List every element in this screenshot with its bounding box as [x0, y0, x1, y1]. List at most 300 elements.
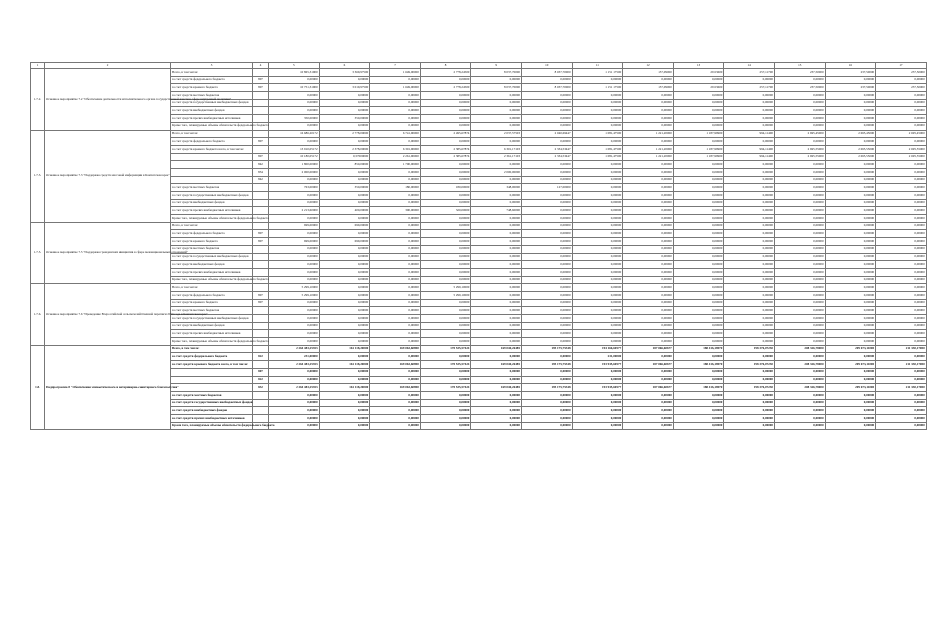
amount-cell: 0,00000 — [876, 92, 927, 100]
amount-cell: 0,00000 — [673, 115, 724, 123]
funding-source-label: за счет средств государственных внебюджетных фондов — [171, 399, 253, 407]
amount-cell: 0,00000 — [319, 168, 370, 176]
amount-cell: 0,00000 — [774, 176, 825, 184]
amount-cell: 0,00000 — [521, 368, 572, 376]
amount-cell: 0,00000 — [370, 115, 421, 123]
amount-cell: 0,00000 — [724, 122, 775, 130]
amount-cell: 0,00000 — [370, 253, 421, 261]
budget-code: 807 — [253, 299, 269, 307]
amount-cell: 0,00000 — [876, 168, 927, 176]
amount-cell: 0,00000 — [370, 414, 421, 422]
section-description: Основное мероприятие 7.5 "Поддержка гражданских инициатив в сфере межнациональных отношений" — [45, 222, 171, 284]
amount-cell: 0,00000 — [774, 107, 825, 115]
amount-cell: 0,00000 — [319, 414, 370, 422]
amount-cell: 0,00000 — [623, 238, 674, 246]
amount-cell: 0,00000 — [724, 230, 775, 238]
budget-code — [253, 130, 269, 138]
table-row — [31, 130, 927, 138]
amount-cell: 0,00000 — [420, 76, 471, 84]
amount-cell: 0,00000 — [623, 307, 674, 315]
amount-cell: 0,00000 — [471, 414, 522, 422]
amount-cell: 350,00000 — [319, 184, 370, 192]
amount-cell: 0,00000 — [370, 222, 421, 230]
amount-cell: 195 175,75348 — [521, 361, 572, 369]
amount-cell: 0,00000 — [825, 76, 876, 84]
amount-cell: 400,00000 — [319, 207, 370, 215]
amount-cell: 0,00000 — [774, 407, 825, 415]
amount-cell: 0,00000 — [724, 338, 775, 346]
funding-source-label: Кроме того, планируемые объемы обязательств федерального бюджета — [171, 215, 253, 223]
amount-cell: 8 037,70000 — [471, 69, 522, 77]
amount-cell: 0,00000 — [623, 245, 674, 253]
amount-cell: 0,00000 — [370, 284, 421, 292]
amount-cell: 0,00000 — [774, 315, 825, 323]
budget-code — [253, 399, 269, 407]
amount-cell: 0,00000 — [521, 276, 572, 284]
amount-cell: 0,00000 — [370, 307, 421, 315]
amount-cell: 0,00000 — [572, 122, 623, 130]
funding-source-label: за счет средств внебюджетных фондов — [171, 107, 253, 115]
amount-cell: 169 063,60890 — [370, 345, 421, 353]
budget-table-body — [31, 63, 927, 430]
table-row — [31, 284, 927, 292]
amount-cell: 0,00000 — [876, 253, 927, 261]
amount-cell: 699,00000 — [319, 222, 370, 230]
amount-cell: 0,00000 — [521, 261, 572, 269]
budget-code — [253, 330, 269, 338]
amount-cell: 0,00000 — [825, 176, 876, 184]
amount-cell: 0,00000 — [269, 99, 320, 107]
amount-cell: 0,00000 — [724, 368, 775, 376]
amount-cell: 0,00000 — [876, 268, 927, 276]
amount-cell: 2 695,45000 — [825, 130, 876, 138]
amount-cell: 0,00000 — [521, 338, 572, 346]
amount-cell: 170 535,57424 — [420, 384, 471, 392]
amount-cell: 0,00000 — [724, 330, 775, 338]
amount-cell: 0,00000 — [724, 222, 775, 230]
amount-cell: 0,00000 — [420, 238, 471, 246]
amount-cell: 0,00000 — [521, 207, 572, 215]
amount-cell: 0,00000 — [774, 168, 825, 176]
amount-cell: 188 416,18970 — [673, 361, 724, 369]
amount-cell: 2 695,55000 — [876, 153, 927, 161]
amount-cell: 0,00000 — [420, 368, 471, 376]
amount-cell: 0,00000 — [774, 291, 825, 299]
amount-cell: 0,00000 — [319, 407, 370, 415]
budget-code: 807 — [253, 76, 269, 84]
amount-cell: 193 935,60577 — [572, 384, 623, 392]
amount-cell: 0,00000 — [774, 399, 825, 407]
budget-code — [253, 345, 269, 353]
column-number: 5 — [269, 63, 320, 69]
budget-code — [253, 284, 269, 292]
budget-code: 842 — [253, 161, 269, 169]
amount-cell: 0,00000 — [774, 161, 825, 169]
amount-cell: 0,00000 — [876, 138, 927, 146]
amount-cell: 0,00000 — [825, 284, 876, 292]
amount-cell: 0,00000 — [825, 122, 876, 130]
amount-cell: 0,00000 — [370, 138, 421, 146]
amount-cell: 198 376,07230 — [724, 384, 775, 392]
amount-cell: 0,00000 — [319, 399, 370, 407]
amount-cell: 0,00000 — [774, 268, 825, 276]
amount-cell: 0,00000 — [471, 99, 522, 107]
column-number: 17 — [876, 63, 927, 69]
amount-cell: 0,00000 — [774, 422, 825, 430]
amount-cell: 0,00000 — [471, 322, 522, 330]
column-number: 15 — [774, 63, 825, 69]
amount-cell: 8 037,70000 — [521, 69, 572, 77]
amount-cell: 169 040,26485 — [471, 361, 522, 369]
amount-cell: 0,00000 — [572, 330, 623, 338]
budget-code: 822 — [253, 376, 269, 384]
amount-cell: 0,00000 — [269, 322, 320, 330]
amount-cell: 0,00000 — [724, 92, 775, 100]
amount-cell: 0,00000 — [471, 122, 522, 130]
amount-cell: 0,00000 — [269, 407, 320, 415]
amount-cell: 0,00000 — [319, 245, 370, 253]
amount-cell: 0,00000 — [673, 138, 724, 146]
amount-cell: 0,00000 — [370, 122, 421, 130]
amount-cell: 0,00000 — [269, 268, 320, 276]
amount-cell: 0,00000 — [269, 199, 320, 207]
amount-cell: 0,00000 — [269, 414, 320, 422]
amount-cell: 2 778,24500 — [420, 84, 471, 92]
amount-cell: 1 649,00000 — [370, 69, 421, 77]
amount-cell: 0,00000 — [876, 391, 927, 399]
amount-cell: 0,00000 — [420, 253, 471, 261]
amount-cell: 0,00000 — [319, 215, 370, 223]
amount-cell: 1 187,99900 — [673, 130, 724, 138]
amount-cell: 0,00000 — [319, 353, 370, 361]
amount-cell: 0,00000 — [572, 115, 623, 123]
amount-cell: 0,00000 — [673, 76, 724, 84]
amount-cell: 0,00000 — [623, 276, 674, 284]
amount-cell: 0,00000 — [471, 353, 522, 361]
amount-cell: 0,00000 — [521, 138, 572, 146]
amount-cell: 0,00000 — [673, 338, 724, 346]
amount-cell: 0,00000 — [521, 268, 572, 276]
amount-cell: 1 151 17500 — [572, 69, 623, 77]
budget-code — [253, 92, 269, 100]
amount-cell: 0,00000 — [623, 422, 674, 430]
amount-cell: 0,00000 — [673, 215, 724, 223]
amount-cell: 0,00000 — [623, 199, 674, 207]
amount-cell: 0,00000 — [724, 245, 775, 253]
amount-cell: 0,00000 — [471, 222, 522, 230]
amount-cell: 0,00000 — [521, 391, 572, 399]
amount-cell: 1 081,47500 — [572, 153, 623, 161]
amount-cell: 0,00000 — [269, 399, 320, 407]
budget-code — [253, 207, 269, 215]
amount-cell: 1 151 17500 — [572, 84, 623, 92]
amount-cell: 0,00000 — [370, 261, 421, 269]
amount-cell: 0,00000 — [269, 422, 320, 430]
amount-cell: 0,00000 — [269, 368, 320, 376]
amount-cell: 0,00000 — [724, 99, 775, 107]
amount-cell: 187 066,60677 — [623, 345, 674, 353]
amount-cell: 0,00000 — [774, 222, 825, 230]
amount-cell: 0,00000 — [825, 92, 876, 100]
amount-cell: 0,00000 — [319, 307, 370, 315]
amount-cell: 0,00000 — [825, 222, 876, 230]
amount-cell: 0,00000 — [673, 199, 724, 207]
amount-cell: 0,00000 — [420, 168, 471, 176]
funding-source-label: за счет средств местных бюджетов — [171, 184, 253, 192]
amount-cell: 0,00000 — [269, 215, 320, 223]
amount-cell: 0,00000 — [319, 268, 370, 276]
amount-cell: 0,00000 — [774, 353, 825, 361]
amount-cell: 1 187,99900 — [673, 153, 724, 161]
amount-cell: 0,00000 — [623, 399, 674, 407]
amount-cell: 0,00000 — [623, 99, 674, 107]
amount-cell: 994,11400 — [724, 130, 775, 138]
amount-cell: 0,00000 — [724, 276, 775, 284]
amount-cell: 6 301,90000 — [370, 145, 421, 153]
funding-source-label — [171, 161, 253, 169]
amount-cell: 0,00000 — [724, 299, 775, 307]
budget-code: 807 — [253, 84, 269, 92]
amount-cell: 0,00000 — [825, 192, 876, 200]
funding-source-label: за счет средств краевого бюджета — [171, 299, 253, 307]
amount-cell: 195 175,75348 — [521, 384, 572, 392]
amount-cell: 0,00000 — [420, 422, 471, 430]
amount-cell: 0,00000 — [269, 107, 320, 115]
amount-cell: 0,00000 — [420, 199, 471, 207]
funding-source-label: за счет средств внебюджетных фондов — [171, 407, 253, 415]
amount-cell: 0,00000 — [876, 76, 927, 84]
amount-cell: 0,00000 — [420, 138, 471, 146]
amount-cell: 0,00000 — [471, 253, 522, 261]
funding-source-label: Кроме того, планируемые объемы обязательств федерального бюджета — [171, 338, 253, 346]
amount-cell: 0,00000 — [521, 414, 572, 422]
funding-source-label: за счет средств прочих внебюджетных источников — [171, 115, 253, 123]
amount-cell: 0,00000 — [876, 422, 927, 430]
amount-cell: 0,00000 — [521, 291, 572, 299]
amount-cell: 0,00000 — [370, 422, 421, 430]
amount-cell: 231,00000 — [572, 353, 623, 361]
amount-cell: 0,00000 — [673, 184, 724, 192]
amount-cell: 0,00000 — [521, 353, 572, 361]
amount-cell: 0,00000 — [825, 299, 876, 307]
amount-cell: 0,00000 — [825, 315, 876, 323]
amount-cell: 0,00000 — [774, 368, 825, 376]
amount-cell: 0,00000 — [774, 261, 825, 269]
amount-cell: 0,00000 — [825, 115, 876, 123]
amount-cell: 0,00000 — [825, 338, 876, 346]
amount-cell: 0,00000 — [572, 253, 623, 261]
amount-cell: 699,00000 — [269, 222, 320, 230]
amount-cell: 0,00000 — [623, 122, 674, 130]
budget-code — [253, 199, 269, 207]
amount-cell: 208 326,78000 — [774, 345, 825, 353]
amount-cell: 0,00000 — [269, 338, 320, 346]
amount-cell: 0,00000 — [471, 92, 522, 100]
amount-cell: 0,00000 — [572, 222, 623, 230]
amount-cell: 0,00000 — [521, 122, 572, 130]
amount-cell: 0,00000 — [825, 184, 876, 192]
amount-cell: 0,00000 — [724, 138, 775, 146]
amount-cell: 0,00000 — [319, 330, 370, 338]
amount-cell: 0,00000 — [572, 368, 623, 376]
amount-cell: 0,00000 — [269, 253, 320, 261]
amount-cell: 0,00000 — [471, 268, 522, 276]
amount-cell: 0,00000 — [673, 261, 724, 269]
amount-cell: 0,00000 — [471, 245, 522, 253]
amount-cell: 0,00000 — [724, 391, 775, 399]
funding-source-label — [171, 168, 253, 176]
amount-cell: 0,00000 — [623, 222, 674, 230]
amount-cell: 0,00000 — [623, 261, 674, 269]
amount-cell: 170 535,57424 — [420, 361, 471, 369]
amount-cell: 0,00000 — [876, 315, 927, 323]
amount-cell: 0,00000 — [774, 99, 825, 107]
amount-cell: 0,00000 — [521, 315, 572, 323]
amount-cell: 0,00000 — [876, 115, 927, 123]
amount-cell: 0,00000 — [370, 168, 421, 176]
amount-cell: 0,00000 — [420, 414, 471, 422]
amount-cell: 0,00000 — [319, 291, 370, 299]
amount-cell: 0,00000 — [521, 107, 572, 115]
amount-cell: 198 376,07230 — [724, 361, 775, 369]
amount-cell: 0,00000 — [269, 76, 320, 84]
amount-cell: 0,00000 — [572, 230, 623, 238]
amount-cell: 0,00000 — [420, 230, 471, 238]
amount-cell: 161 118,20000 — [319, 345, 370, 353]
amount-cell: 0,00000 — [319, 368, 370, 376]
column-number: 16 — [825, 63, 876, 69]
amount-cell: 209 673,11000 — [825, 345, 876, 353]
funding-source-label: за счет средств краевого бюджета — [171, 84, 253, 92]
column-number: 9 — [471, 63, 522, 69]
amount-cell: 0,00000 — [876, 107, 927, 115]
amount-cell: 2 695,55000 — [774, 153, 825, 161]
budget-code — [253, 222, 269, 230]
amount-cell: 0,00000 — [319, 391, 370, 399]
amount-cell: 169 063,60890 — [370, 384, 421, 392]
funding-source-label: Всего, в том числе: — [171, 284, 253, 292]
amount-cell: 0,00000 — [774, 276, 825, 284]
amount-cell: 0,00000 — [774, 284, 825, 292]
amount-cell: 0,00000 — [876, 176, 927, 184]
amount-cell: 0,00000 — [825, 107, 876, 115]
amount-cell: 0,00000 — [420, 261, 471, 269]
amount-cell: 0,00000 — [673, 353, 724, 361]
amount-cell: 0,00000 — [319, 107, 370, 115]
budget-code — [253, 307, 269, 315]
amount-cell: 0,00000 — [420, 222, 471, 230]
amount-cell: 0,00000 — [370, 368, 421, 376]
funding-source-label: за счет средств федерального бюджета — [171, 291, 253, 299]
amount-cell: 0,00000 — [825, 215, 876, 223]
amount-cell: 0,00000 — [269, 307, 320, 315]
amount-cell: 169 040,26485 — [471, 345, 522, 353]
amount-cell: 0,00000 — [420, 399, 471, 407]
amount-cell: 6 301,17103 — [471, 145, 522, 153]
budget-code — [253, 115, 269, 123]
amount-cell: 0,00000 — [876, 199, 927, 207]
amount-cell: 0,00000 — [724, 168, 775, 176]
amount-cell: 2 040,69447 — [521, 130, 572, 138]
amount-cell: 0,00000 — [420, 176, 471, 184]
amount-cell: 257,11700 — [724, 69, 775, 77]
amount-cell: 0,00000 — [673, 207, 724, 215]
amount-cell: 0,00000 — [319, 253, 370, 261]
budget-code — [253, 322, 269, 330]
amount-cell: 0,00000 — [370, 407, 421, 415]
column-number: 12 — [623, 63, 674, 69]
amount-cell: 0,00000 — [825, 276, 876, 284]
amount-cell: 0,00000 — [521, 176, 572, 184]
amount-cell: 6 741,90000 — [370, 130, 421, 138]
amount-cell: 0,00000 — [724, 261, 775, 269]
amount-cell: 0,00000 — [724, 315, 775, 323]
section-description: Основное мероприятие 7.6 "Проведение Всероссийской сельскохозяйственной переписи 2016 года в Камчатском крае" — [45, 284, 171, 346]
amount-cell: 0,00000 — [825, 391, 876, 399]
table-row — [31, 69, 927, 77]
table-row — [31, 345, 927, 353]
amount-cell: 0,00000 — [572, 99, 623, 107]
amount-cell: 0,00000 — [370, 245, 421, 253]
amount-cell: 0,00000 — [572, 138, 623, 146]
amount-cell: 0,00000 — [319, 315, 370, 323]
funding-source-label: за счет средств федерального бюджета — [171, 230, 253, 238]
amount-cell: 699,00000 — [319, 238, 370, 246]
amount-cell: 0,00000 — [673, 107, 724, 115]
amount-cell: 0,00000 — [319, 92, 370, 100]
amount-cell: 5 299,10000 — [420, 291, 471, 299]
amount-cell: 195 175,75348 — [521, 345, 572, 353]
amount-cell: 0,00000 — [673, 99, 724, 107]
section-index: 1.7.3. — [31, 130, 45, 222]
amount-cell: 2 264 483,25353 — [269, 384, 320, 392]
amount-cell: 0,00000 — [673, 245, 724, 253]
amount-cell: 13 910,05172 — [269, 145, 320, 153]
funding-source-label: Всего, в том числе: — [171, 222, 253, 230]
funding-source-label: Кроме того, планируемые объемы обязательств федерального бюджета — [171, 422, 253, 430]
amount-cell: 0,00000 — [673, 276, 724, 284]
amount-cell: 0,00000 — [370, 353, 421, 361]
budget-code: 842 — [253, 176, 269, 184]
budget-code — [253, 315, 269, 323]
funding-source-label: Всего, в том числе: — [171, 345, 253, 353]
amount-cell: 0,00000 — [825, 368, 876, 376]
amount-cell: 0,00000 — [420, 107, 471, 115]
amount-cell: 0,00000 — [623, 376, 674, 384]
amount-cell: 0,00000 — [319, 422, 370, 430]
amount-cell: 2 385,67874 — [420, 153, 471, 161]
amount-cell: 0,00000 — [673, 330, 724, 338]
amount-cell: 994,11400 — [724, 153, 775, 161]
amount-cell: 0,00000 — [269, 299, 320, 307]
amount-cell: 0,00000 — [269, 376, 320, 384]
amount-cell: 0,00000 — [825, 307, 876, 315]
amount-cell: 0,00000 — [370, 268, 421, 276]
amount-cell: 2 695,55000 — [825, 153, 876, 161]
amount-cell: 0,00000 — [269, 245, 320, 253]
amount-cell: 0,00000 — [876, 122, 927, 130]
amount-cell: 0,00000 — [774, 391, 825, 399]
amount-cell: 0,00000 — [521, 253, 572, 261]
amount-cell: 0,00000 — [724, 291, 775, 299]
amount-cell: 0,00000 — [420, 353, 471, 361]
amount-cell: 0,00000 — [269, 230, 320, 238]
amount-cell: 0,00000 — [825, 353, 876, 361]
amount-cell: 0,00000 — [623, 176, 674, 184]
funding-source-label: за счет средств прочих внебюджетных источников — [171, 414, 253, 422]
amount-cell: 0,00000 — [724, 399, 775, 407]
amount-cell: 0,00000 — [319, 76, 370, 84]
